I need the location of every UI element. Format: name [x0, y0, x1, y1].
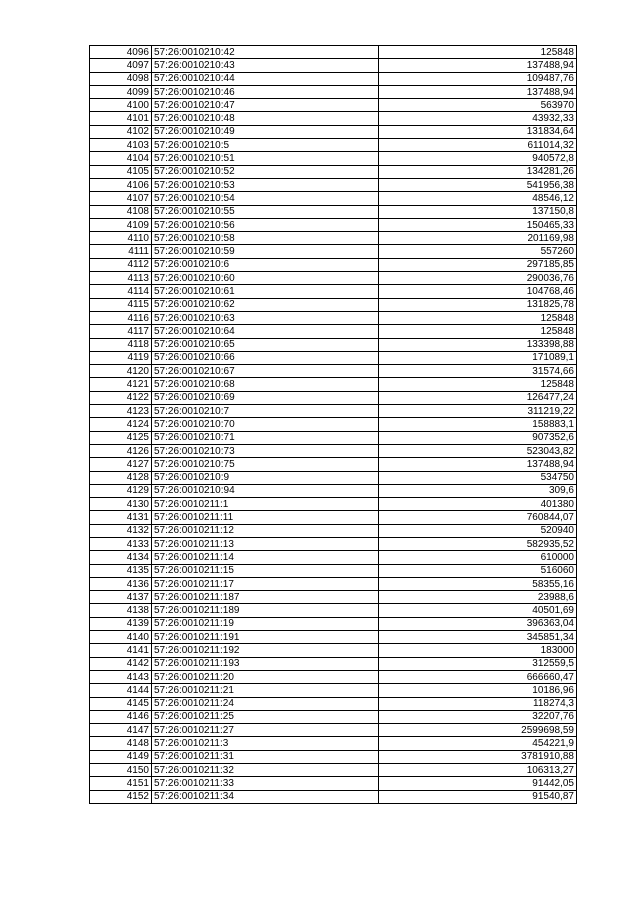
- table-row: [90, 644, 577, 657]
- row-number-cell: 4145: [90, 697, 152, 710]
- table-row: [90, 405, 577, 418]
- cadastral-number-cell: 57:26:0010210:59: [152, 245, 379, 258]
- value-cell: 137488,94: [379, 458, 577, 471]
- table-row: [90, 790, 577, 803]
- row-number-cell: 4100: [90, 99, 152, 112]
- value-cell: 134281,26: [379, 165, 577, 178]
- value-cell: 907352,6: [379, 431, 577, 444]
- table-row: [90, 537, 577, 550]
- value-cell: 125848: [379, 311, 577, 324]
- cadastral-number-cell: 57:26:0010210:48: [152, 112, 379, 125]
- cadastral-number-cell: 57:26:0010210:69: [152, 391, 379, 404]
- row-number-cell: 4102: [90, 125, 152, 138]
- row-number-cell: 4133: [90, 537, 152, 550]
- cadastral-number-cell: 57:26:0010211:20: [152, 670, 379, 683]
- table-row: [90, 777, 577, 790]
- cadastral-number-cell: 57:26:0010210:44: [152, 72, 379, 85]
- cadastral-number-cell: 57:26:0010210:73: [152, 444, 379, 457]
- value-cell: 345851,34: [379, 631, 577, 644]
- cadastral-number-cell: 57:26:0010211:13: [152, 537, 379, 550]
- cadastral-number-cell: 57:26:0010210:94: [152, 484, 379, 497]
- cadastral-number-cell: 57:26:0010210:60: [152, 272, 379, 285]
- cadastral-number-cell: 57:26:0010210:56: [152, 218, 379, 231]
- cadastral-number-cell: 57:26:0010211:187: [152, 591, 379, 604]
- table-row: [90, 471, 577, 484]
- row-number-cell: 4128: [90, 471, 152, 484]
- table-row: [90, 59, 577, 72]
- table-row: [90, 218, 577, 231]
- table-row: [90, 232, 577, 245]
- table-row: [90, 710, 577, 723]
- value-cell: 2599698,59: [379, 724, 577, 737]
- value-cell: 312559,5: [379, 657, 577, 670]
- table-row: [90, 192, 577, 205]
- cadastral-number-cell: 57:26:0010211:15: [152, 564, 379, 577]
- row-number-cell: 4114: [90, 285, 152, 298]
- table-row: [90, 311, 577, 324]
- value-cell: 309,6: [379, 484, 577, 497]
- value-cell: 91442,05: [379, 777, 577, 790]
- cadastral-number-cell: 57:26:0010210:71: [152, 431, 379, 444]
- row-number-cell: 4150: [90, 764, 152, 777]
- value-cell: 454221,9: [379, 737, 577, 750]
- value-cell: 171089,1: [379, 351, 577, 364]
- row-number-cell: 4134: [90, 551, 152, 564]
- cadastral-number-cell: 57:26:0010211:27: [152, 724, 379, 737]
- value-cell: 563970: [379, 99, 577, 112]
- row-number-cell: 4135: [90, 564, 152, 577]
- value-cell: 91540,87: [379, 790, 577, 803]
- value-cell: 133398,88: [379, 338, 577, 351]
- row-number-cell: 4139: [90, 617, 152, 630]
- cadastral-number-cell: 57:26:0010211:32: [152, 764, 379, 777]
- table-row: [90, 46, 577, 59]
- row-number-cell: 4121: [90, 378, 152, 391]
- row-number-cell: 4096: [90, 46, 152, 59]
- row-number-cell: 4125: [90, 431, 152, 444]
- row-number-cell: 4148: [90, 737, 152, 750]
- cadastral-number-cell: 57:26:0010211:192: [152, 644, 379, 657]
- cadastral-number-cell: 57:26:0010211:19: [152, 617, 379, 630]
- table-body: [90, 46, 577, 804]
- value-cell: 611014,32: [379, 139, 577, 152]
- cadastral-number-cell: 57:26:0010210:62: [152, 298, 379, 311]
- table-row: [90, 484, 577, 497]
- table-row: [90, 258, 577, 271]
- value-cell: 109487,76: [379, 72, 577, 85]
- cadastral-number-cell: 57:26:0010211:25: [152, 710, 379, 723]
- value-cell: 118274,3: [379, 697, 577, 710]
- table-row: [90, 125, 577, 138]
- cadastral-number-cell: 57:26:0010211:189: [152, 604, 379, 617]
- table-row: [90, 684, 577, 697]
- row-number-cell: 4119: [90, 351, 152, 364]
- value-cell: 541956,38: [379, 178, 577, 191]
- row-number-cell: 4129: [90, 484, 152, 497]
- row-number-cell: 4108: [90, 205, 152, 218]
- cadastral-number-cell: 57:26:0010211:11: [152, 511, 379, 524]
- cadastral-number-cell: 57:26:0010211:24: [152, 697, 379, 710]
- cadastral-number-cell: 57:26:0010211:14: [152, 551, 379, 564]
- row-number-cell: 4099: [90, 85, 152, 98]
- value-cell: 297185,85: [379, 258, 577, 271]
- table-row: [90, 298, 577, 311]
- value-cell: 137488,94: [379, 85, 577, 98]
- row-number-cell: 4109: [90, 218, 152, 231]
- cadastral-number-cell: 57:26:0010210:43: [152, 59, 379, 72]
- value-cell: 940572,8: [379, 152, 577, 165]
- cadastral-number-cell: 57:26:0010210:61: [152, 285, 379, 298]
- cadastral-number-cell: 57:26:0010211:34: [152, 790, 379, 803]
- table-row: [90, 99, 577, 112]
- cadastral-value-table: [89, 45, 577, 804]
- row-number-cell: 4107: [90, 192, 152, 205]
- table-row: [90, 338, 577, 351]
- table-row: [90, 604, 577, 617]
- cadastral-number-cell: 57:26:0010210:58: [152, 232, 379, 245]
- cadastral-number-cell: 57:26:0010210:51: [152, 152, 379, 165]
- value-cell: 58355,16: [379, 577, 577, 590]
- row-number-cell: 4110: [90, 232, 152, 245]
- row-number-cell: 4120: [90, 365, 152, 378]
- row-number-cell: 4126: [90, 444, 152, 457]
- cadastral-number-cell: 57:26:0010210:67: [152, 365, 379, 378]
- row-number-cell: 4106: [90, 178, 152, 191]
- row-number-cell: 4149: [90, 750, 152, 763]
- table-row: [90, 631, 577, 644]
- row-number-cell: 4141: [90, 644, 152, 657]
- table-row: [90, 351, 577, 364]
- cadastral-number-cell: 57:26:0010210:66: [152, 351, 379, 364]
- table-row: [90, 205, 577, 218]
- value-cell: 43932,33: [379, 112, 577, 125]
- table-row: [90, 697, 577, 710]
- row-number-cell: 4142: [90, 657, 152, 670]
- row-number-cell: 4118: [90, 338, 152, 351]
- row-number-cell: 4097: [90, 59, 152, 72]
- cadastral-number-cell: 57:26:0010210:63: [152, 311, 379, 324]
- table-row: [90, 591, 577, 604]
- cadastral-number-cell: 57:26:0010211:21: [152, 684, 379, 697]
- row-number-cell: 4122: [90, 391, 152, 404]
- row-number-cell: 4131: [90, 511, 152, 524]
- table-row: [90, 325, 577, 338]
- cadastral-number-cell: 57:26:0010210:64: [152, 325, 379, 338]
- value-cell: 534750: [379, 471, 577, 484]
- table-row: [90, 444, 577, 457]
- table-row: [90, 418, 577, 431]
- row-number-cell: 4138: [90, 604, 152, 617]
- cadastral-number-cell: 57:26:0010210:54: [152, 192, 379, 205]
- table-row: [90, 458, 577, 471]
- row-number-cell: 4152: [90, 790, 152, 803]
- cadastral-number-cell: 57:26:0010211:17: [152, 577, 379, 590]
- value-cell: 666660,47: [379, 670, 577, 683]
- table-row: [90, 564, 577, 577]
- table-row: [90, 750, 577, 763]
- row-number-cell: 4117: [90, 325, 152, 338]
- row-number-cell: 4147: [90, 724, 152, 737]
- value-cell: 3781910,88: [379, 750, 577, 763]
- cadastral-number-cell: 57:26:0010210:42: [152, 46, 379, 59]
- value-cell: 104768,46: [379, 285, 577, 298]
- table-row: [90, 764, 577, 777]
- row-number-cell: 4123: [90, 405, 152, 418]
- value-cell: 523043,82: [379, 444, 577, 457]
- cadastral-number-cell: 57:26:0010210:7: [152, 405, 379, 418]
- table-row: [90, 272, 577, 285]
- row-number-cell: 4115: [90, 298, 152, 311]
- table-row: [90, 165, 577, 178]
- row-number-cell: 4113: [90, 272, 152, 285]
- table-row: [90, 670, 577, 683]
- cadastral-number-cell: 57:26:0010210:5: [152, 139, 379, 152]
- value-cell: 290036,76: [379, 272, 577, 285]
- row-number-cell: 4101: [90, 112, 152, 125]
- table-row: [90, 178, 577, 191]
- row-number-cell: 4098: [90, 72, 152, 85]
- row-number-cell: 4143: [90, 670, 152, 683]
- table-row: [90, 72, 577, 85]
- row-number-cell: 4105: [90, 165, 152, 178]
- value-cell: 610000: [379, 551, 577, 564]
- value-cell: 516060: [379, 564, 577, 577]
- table-row: [90, 498, 577, 511]
- cadastral-number-cell: 57:26:0010210:75: [152, 458, 379, 471]
- value-cell: 131834,64: [379, 125, 577, 138]
- value-cell: 760844,07: [379, 511, 577, 524]
- value-cell: 311219,22: [379, 405, 577, 418]
- value-cell: 137150,8: [379, 205, 577, 218]
- value-cell: 31574,66: [379, 365, 577, 378]
- value-cell: 150465,33: [379, 218, 577, 231]
- value-cell: 158883,1: [379, 418, 577, 431]
- cadastral-number-cell: 57:26:0010210:70: [152, 418, 379, 431]
- value-cell: 582935,52: [379, 537, 577, 550]
- row-number-cell: 4132: [90, 524, 152, 537]
- row-number-cell: 4144: [90, 684, 152, 697]
- row-number-cell: 4112: [90, 258, 152, 271]
- row-number-cell: 4104: [90, 152, 152, 165]
- value-cell: 137488,94: [379, 59, 577, 72]
- table-row: [90, 431, 577, 444]
- cadastral-number-cell: 57:26:0010211:31: [152, 750, 379, 763]
- table-row: [90, 577, 577, 590]
- value-cell: 23988,6: [379, 591, 577, 604]
- table-row: [90, 378, 577, 391]
- cadastral-number-cell: 57:26:0010211:1: [152, 498, 379, 511]
- row-number-cell: 4111: [90, 245, 152, 258]
- value-cell: 183000: [379, 644, 577, 657]
- value-cell: 32207,76: [379, 710, 577, 723]
- row-number-cell: 4140: [90, 631, 152, 644]
- table-row: [90, 391, 577, 404]
- row-number-cell: 4116: [90, 311, 152, 324]
- table-row: [90, 737, 577, 750]
- cadastral-number-cell: 57:26:0010210:53: [152, 178, 379, 191]
- value-cell: 131825,78: [379, 298, 577, 311]
- table-row: [90, 724, 577, 737]
- row-number-cell: 4130: [90, 498, 152, 511]
- cadastral-number-cell: 57:26:0010211:3: [152, 737, 379, 750]
- row-number-cell: 4146: [90, 710, 152, 723]
- value-cell: 125848: [379, 46, 577, 59]
- row-number-cell: 4137: [90, 591, 152, 604]
- cadastral-number-cell: 57:26:0010211:193: [152, 657, 379, 670]
- value-cell: 40501,69: [379, 604, 577, 617]
- table-row: [90, 617, 577, 630]
- cadastral-number-cell: 57:26:0010211:12: [152, 524, 379, 537]
- value-cell: 557260: [379, 245, 577, 258]
- table-row: [90, 152, 577, 165]
- row-number-cell: 4136: [90, 577, 152, 590]
- cadastral-number-cell: 57:26:0010210:49: [152, 125, 379, 138]
- table-row: [90, 365, 577, 378]
- row-number-cell: 4124: [90, 418, 152, 431]
- table-row: [90, 245, 577, 258]
- cadastral-number-cell: 57:26:0010210:6: [152, 258, 379, 271]
- value-cell: 201169,98: [379, 232, 577, 245]
- table-row: [90, 524, 577, 537]
- row-number-cell: 4127: [90, 458, 152, 471]
- table-row: [90, 657, 577, 670]
- row-number-cell: 4151: [90, 777, 152, 790]
- cadastral-number-cell: 57:26:0010210:52: [152, 165, 379, 178]
- table-row: [90, 285, 577, 298]
- table-row: [90, 551, 577, 564]
- cadastral-number-cell: 57:26:0010211:33: [152, 777, 379, 790]
- value-cell: 520940: [379, 524, 577, 537]
- cadastral-number-cell: 57:26:0010210:65: [152, 338, 379, 351]
- table-row: [90, 511, 577, 524]
- table-row: [90, 85, 577, 98]
- cadastral-number-cell: 57:26:0010210:46: [152, 85, 379, 98]
- row-number-cell: 4103: [90, 139, 152, 152]
- value-cell: 401380: [379, 498, 577, 511]
- cadastral-number-cell: 57:26:0010210:47: [152, 99, 379, 112]
- value-cell: 125848: [379, 378, 577, 391]
- cadastral-number-cell: 57:26:0010210:55: [152, 205, 379, 218]
- cadastral-number-cell: 57:26:0010210:68: [152, 378, 379, 391]
- value-cell: 10186,96: [379, 684, 577, 697]
- table-row: [90, 139, 577, 152]
- cadastral-number-cell: 57:26:0010210:9: [152, 471, 379, 484]
- cadastral-number-cell: 57:26:0010211:191: [152, 631, 379, 644]
- table-row: [90, 112, 577, 125]
- value-cell: 126477,24: [379, 391, 577, 404]
- value-cell: 125848: [379, 325, 577, 338]
- value-cell: 48546,12: [379, 192, 577, 205]
- value-cell: 106313,27: [379, 764, 577, 777]
- value-cell: 396363,04: [379, 617, 577, 630]
